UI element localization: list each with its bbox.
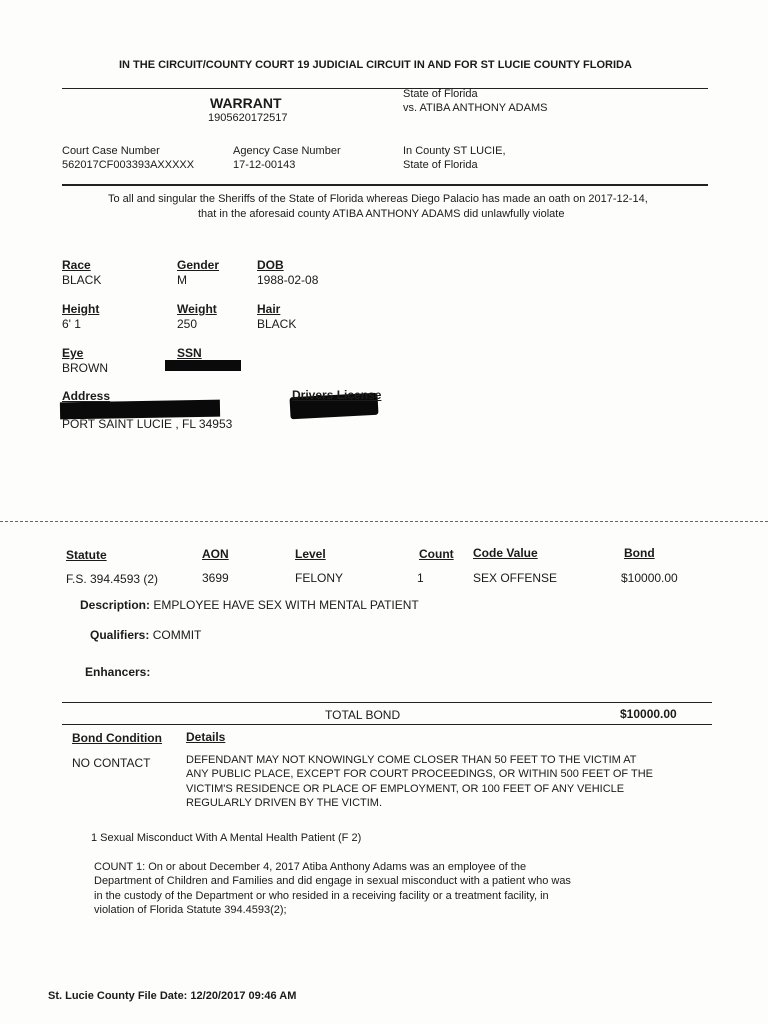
dob-value: 1988-02-08 [257,273,319,287]
race-value: BLACK [62,273,102,287]
eye-label: Eye [62,346,84,360]
divider [62,88,708,89]
count-text-line: in the custody of the Department or who resided in a receiving facility or a treatment facility, in [94,889,549,902]
bond-details-line: ANY PUBLIC PLACE, EXCEPT FOR COURT PROCEEDINGS, OR WITHIN 500 FEET OF THE [186,768,653,781]
gender-value: M [177,273,187,287]
oath-line-2: that in the aforesaid county ATIBA ANTHONY ADAMS did unlawfully violate [198,208,565,220]
description-row [80,598,419,612]
warrant-number: 1905620172517 [208,112,288,124]
hair-label: Hair [257,302,281,316]
dob-label: DOB [257,258,284,272]
agency-case-value: 17-12-00143 [233,159,296,171]
weight-label: Weight [177,302,217,316]
col-bond: Bond [624,546,655,560]
description-label: Description: [80,598,151,612]
gender-label: Gender [177,258,220,272]
court-case-label: Court Case Number [62,145,160,157]
court-header: IN THE CIRCUIT/COUNTY COURT 19 JUDICIAL CIRCUIT IN AND FOR ST LUCIE COUNTY FLORIDA [119,59,632,71]
ssn-label: SSN [177,346,202,360]
height-label: Height [62,302,100,316]
divider [62,184,708,186]
divider [62,724,712,725]
col-level: Level [295,547,326,561]
col-code-value: Code Value [473,546,538,560]
weight-value: 250 [177,317,198,331]
bond-condition-value: NO CONTACT [72,756,151,770]
col-statute: Statute [66,548,107,562]
qualifiers-value: COMMIT [152,628,202,642]
col-aon: AON [202,547,229,561]
count-summary: 1 Sexual Misconduct With A Mental Health Patient (F 2) [91,832,362,844]
bond-details-line: REGULARLY DRIVEN BY THE VICTIM. [186,796,383,809]
file-date-footer: St. Lucie County File Date: 12/20/2017 09:46 AM [48,990,297,1002]
address-label: Address [62,389,111,403]
total-bond-value: $10000.00 [620,707,677,721]
section-separator [0,521,768,522]
divider [62,702,712,703]
oath-line-1: To all and singular the Sheriffs of the State of Florida whereas Diego Palacio has made an oath on 2017-12-14, [108,193,648,205]
county-line-1: In County ST LUCIE, [403,145,506,157]
cell-level: FELONY [295,571,344,585]
qualifiers-label: Qualifiers: [90,628,150,642]
drivers-license-label: Drivers License [292,388,382,402]
agency-case-label: Agency Case Number [233,145,341,157]
bond-details-line: DEFENDANT MAY NOT KNOWINGLY COME CLOSER THAN 50 FEET TO THE VICTIM AT [186,754,637,766]
state-line-1: State of Florida [403,88,478,100]
details-header: Details [186,730,226,744]
height-value: 6' 1 [62,317,81,331]
enhancers-label: Enhancers: [85,665,151,679]
bond-details-line: VICTIM'S RESIDENCE OR PLACE OF EMPLOYMENT, OR 100 FEET OF ANY VEHICLE [186,782,625,795]
description-value: EMPLOYEE HAVE SEX WITH MENTAL PATIENT [153,598,419,612]
cell-code-value: SEX OFFENSE [473,571,558,585]
bond-details [186,753,706,810]
race-label: Race [62,258,91,272]
total-bond-label: TOTAL BOND [325,708,401,722]
state-line-2: vs. ATIBA ANTHONY ADAMS [403,102,548,114]
cell-count: 1 [417,571,424,585]
count-text-line: Department of Children and Families and did engage in sexual misconduct with a patient who was [94,875,571,888]
county-line-2: State of Florida [403,159,478,171]
bond-condition-header: Bond Condition [72,731,162,745]
warrant-title: WARRANT [210,95,282,111]
count-text-line: violation of Florida Statute 394.4593(2); [94,903,287,916]
cell-bond: $10000.00 [621,571,678,585]
ssn-redaction [165,360,241,371]
cell-statute: F.S. 394.4593 (2) [66,572,159,586]
qualifiers-row [90,628,201,642]
address-visible: PORT SAINT LUCIE , FL 34953 [62,417,233,431]
count-text [94,860,654,917]
court-case-value: 562017CF003393AXXXXX [62,159,195,171]
eye-value: BROWN [62,361,108,375]
hair-value: BLACK [257,317,297,331]
cell-aon: 3699 [202,571,229,585]
count-text-line: COUNT 1: On or about December 4, 2017 Atiba Anthony Adams was an employee of the [94,861,527,873]
col-count: Count [419,547,454,561]
